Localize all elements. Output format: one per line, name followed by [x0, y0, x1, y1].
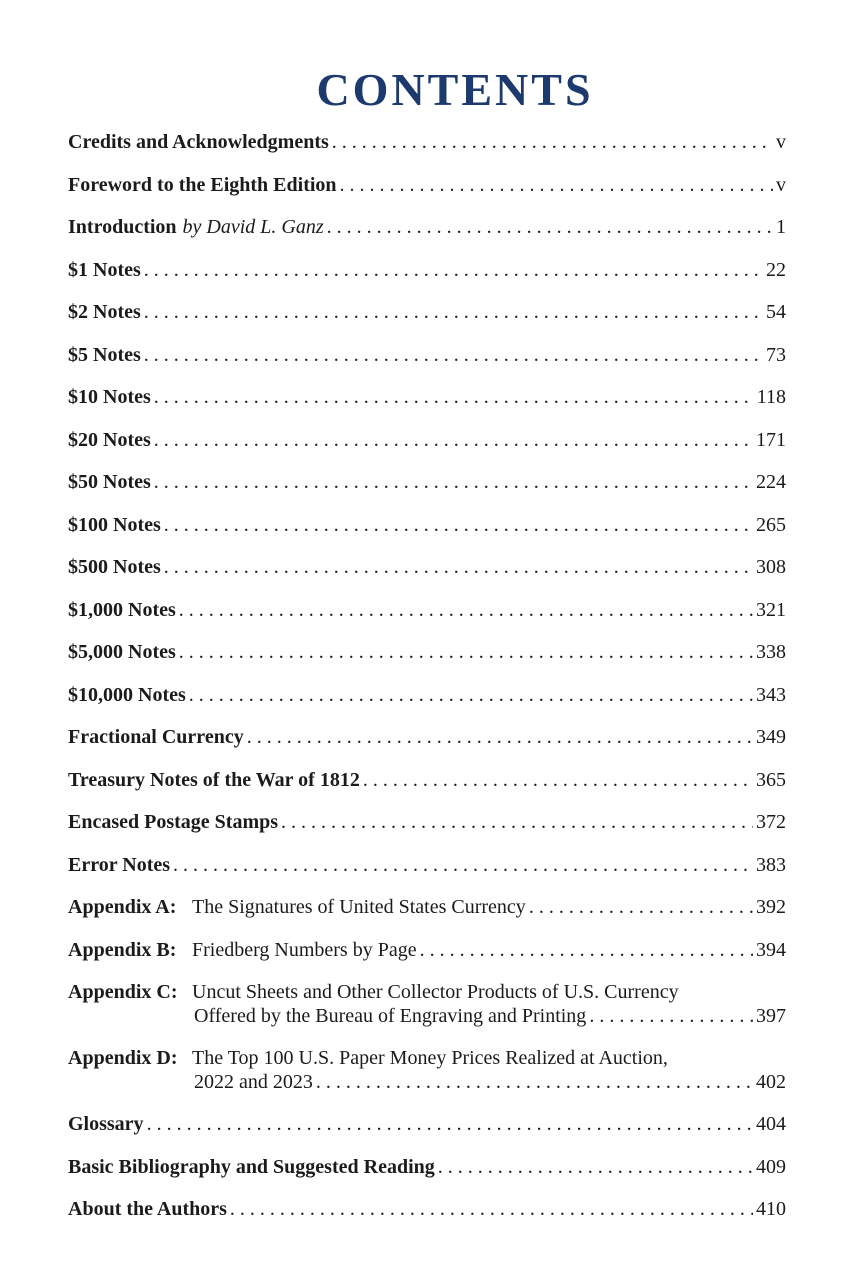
- toc-page-number: 372: [756, 811, 786, 833]
- dot-leader: [164, 555, 753, 579]
- appendix-label: Appendix B:: [68, 939, 177, 961]
- toc-entry-1-notes[interactable]: [68, 258, 786, 282]
- dot-leader: [363, 768, 753, 792]
- toc-entry-10-notes[interactable]: [68, 385, 786, 409]
- dot-leader: [332, 130, 773, 154]
- toc-entry-glossary[interactable]: [68, 1112, 786, 1136]
- dot-leader: [247, 725, 753, 749]
- toc-entry-label: Basic Bibliography and Suggested Reading: [68, 1156, 435, 1178]
- toc-entry-error-notes[interactable]: [68, 853, 786, 877]
- toc-page-number: 409: [756, 1156, 786, 1178]
- dot-leader: [144, 300, 763, 324]
- dot-leader: [179, 598, 753, 622]
- toc-page-number: 397: [756, 1005, 786, 1027]
- toc-page-number: 343: [756, 684, 786, 706]
- toc-page-number: 22: [766, 259, 786, 281]
- toc-page-number: 402: [756, 1071, 786, 1093]
- dot-leader: [327, 215, 773, 239]
- page-title: CONTENTS: [316, 64, 594, 115]
- toc-entry-about-authors[interactable]: [68, 1197, 786, 1221]
- dot-leader: [179, 640, 753, 664]
- toc-page-number: v: [776, 174, 786, 196]
- toc-page-number: 73: [766, 344, 786, 366]
- dot-leader: [420, 938, 753, 962]
- toc-entry-appendix-c[interactable]: [68, 980, 786, 1028]
- dot-leader: [281, 810, 753, 834]
- dot-leader: [316, 1070, 753, 1094]
- dot-leader: [154, 385, 754, 409]
- toc-entry-appendix-b[interactable]: [68, 938, 786, 962]
- toc-page-number: 349: [756, 726, 786, 748]
- dot-leader: [529, 895, 753, 919]
- toc-entry-fractional-currency[interactable]: [68, 725, 786, 749]
- toc-page-number: 118: [756, 386, 786, 408]
- dot-leader: [589, 1004, 753, 1028]
- appendix-title: The Signatures of United States Currency: [192, 896, 526, 918]
- toc-entry-10000-notes[interactable]: [68, 683, 786, 707]
- toc-page-number: 383: [756, 854, 786, 876]
- toc-entry-appendix-d[interactable]: [68, 1046, 786, 1094]
- dot-leader: [144, 343, 763, 367]
- toc-page-number: 338: [756, 641, 786, 663]
- appendix-title-line1: The Top 100 U.S. Paper Money Prices Realized at Auction,: [192, 1047, 668, 1069]
- appendix-label: Appendix C:: [68, 981, 178, 1003]
- dot-leader: [438, 1155, 753, 1179]
- toc-entry-treasury-notes[interactable]: [68, 768, 786, 792]
- toc-page-number: 394: [756, 939, 786, 961]
- toc-page-number: 365: [756, 769, 786, 791]
- toc-page-number: 171: [756, 429, 786, 451]
- toc-entry-label: $50 Notes: [68, 471, 151, 493]
- appendix-label: Appendix D:: [68, 1047, 178, 1069]
- toc-entry-5-notes[interactable]: [68, 343, 786, 367]
- toc-entry-credits[interactable]: [68, 130, 786, 154]
- toc-page-number: 224: [756, 471, 786, 493]
- toc-entry-label: $5 Notes: [68, 344, 141, 366]
- toc-entry-label: $1 Notes: [68, 259, 141, 281]
- toc-entry-label: Error Notes: [68, 854, 171, 876]
- toc-page-number: 308: [756, 556, 786, 578]
- toc-page-number: 410: [756, 1198, 786, 1220]
- dot-leader: [144, 258, 763, 282]
- dot-leader: [154, 470, 753, 494]
- appendix-title-line2: 2022 and 2023: [194, 1071, 313, 1093]
- toc-page-number: 392: [756, 896, 786, 918]
- toc-page-number: 321: [756, 599, 786, 621]
- toc-entry-appendix-a[interactable]: [68, 895, 786, 919]
- toc-entry-label: $5,000 Notes: [68, 641, 176, 663]
- toc-page-number: 265: [756, 514, 786, 536]
- toc-entry-foreword[interactable]: [68, 173, 786, 197]
- toc-entry-label: $1,000 Notes: [68, 599, 176, 621]
- toc-entry-introduction[interactable]: [68, 215, 786, 239]
- dot-leader: [189, 683, 753, 707]
- toc-entry-label: $10 Notes: [68, 386, 151, 408]
- dot-leader: [147, 1112, 753, 1136]
- toc-entry-label: Fractional Currency: [68, 726, 244, 748]
- dot-leader: [340, 173, 773, 197]
- dot-leader: [154, 428, 753, 452]
- dot-leader: [173, 853, 753, 877]
- toc-entry-2-notes[interactable]: [68, 300, 786, 324]
- toc-entry-bibliography[interactable]: [68, 1155, 786, 1179]
- toc-entry-label: $20 Notes: [68, 429, 151, 451]
- toc-entry-label: Encased Postage Stamps: [68, 811, 279, 833]
- toc-entry-label: $100 Notes: [68, 514, 161, 536]
- toc-entry-5000-notes[interactable]: [68, 640, 786, 664]
- dot-leader: [164, 513, 753, 537]
- toc-entry-label: About the Authors: [68, 1198, 227, 1220]
- toc-entry-20-notes[interactable]: [68, 428, 786, 452]
- toc-entry-50-notes[interactable]: [68, 470, 786, 494]
- appendix-title-line2: Offered by the Bureau of Engraving and Printing: [194, 1005, 587, 1027]
- toc-entry-label: Credits and Acknowledgments: [68, 131, 329, 153]
- toc-entry-byline: by David L. Ganz: [182, 216, 324, 238]
- toc-entry-label: Foreword to the Eighth Edition: [68, 174, 337, 196]
- toc-entry-1000-notes[interactable]: [68, 598, 786, 622]
- toc-entry-label: $500 Notes: [68, 556, 161, 578]
- appendix-label: Appendix A:: [68, 896, 177, 918]
- toc-entry-label: Introduction: [68, 216, 177, 238]
- toc-entry-label: Treasury Notes of the War of 1812: [68, 769, 360, 791]
- toc-page-number: 1: [776, 216, 786, 238]
- toc-page-number: 404: [756, 1113, 786, 1135]
- toc-entry-100-notes[interactable]: [68, 513, 786, 537]
- toc-entry-label: $2 Notes: [68, 301, 141, 323]
- dot-leader: [230, 1197, 753, 1221]
- toc-page-number: v: [776, 131, 786, 153]
- toc-entry-500-notes[interactable]: [68, 555, 786, 579]
- appendix-title: Friedberg Numbers by Page: [192, 939, 417, 961]
- toc-entry-label: Glossary: [68, 1113, 144, 1135]
- toc-page-number: 54: [766, 301, 786, 323]
- appendix-title-line1: Uncut Sheets and Other Collector Products of U.S. Currency: [192, 981, 679, 1003]
- toc-entry-label: $10,000 Notes: [68, 684, 186, 706]
- toc-entry-encased-postage-stamps[interactable]: [68, 810, 786, 834]
